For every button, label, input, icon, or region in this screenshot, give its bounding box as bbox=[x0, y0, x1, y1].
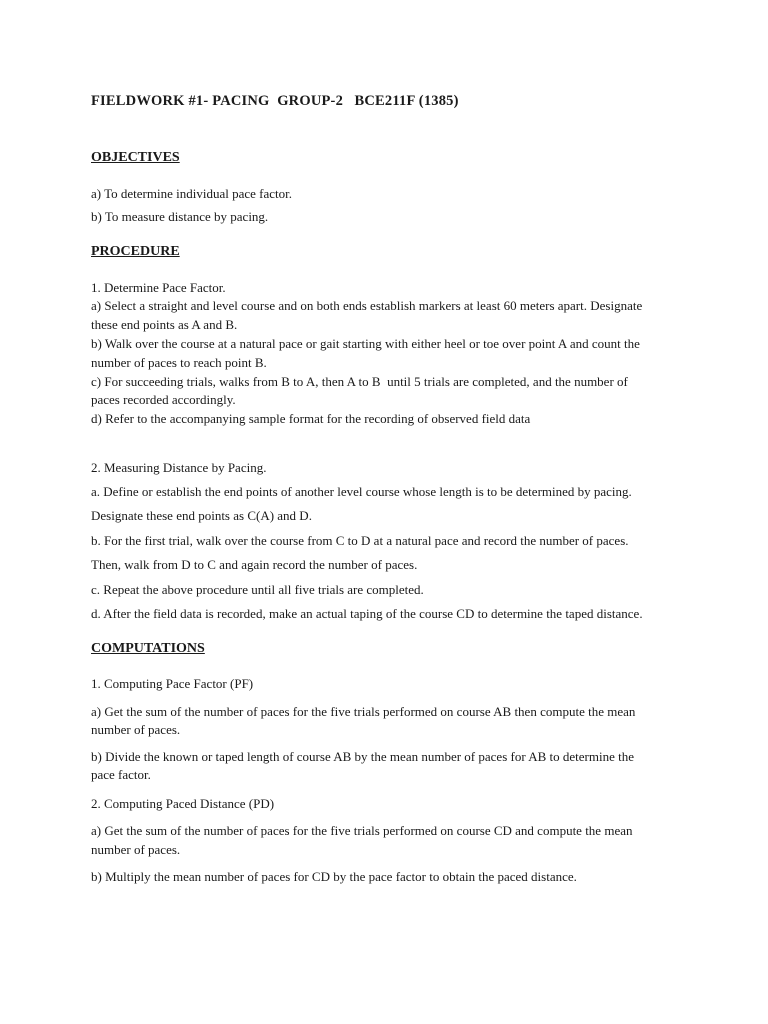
computation-step-line: b) Multiply the mean number of paces for CD by the pace factor to obtain the paced distance. bbox=[91, 869, 577, 884]
computation-step-title: 2. Computing Paced Distance (PD) bbox=[91, 796, 275, 811]
procedure-step-line: Designate these end points as C(A) and D. bbox=[91, 508, 312, 523]
procedure-step-line: b) Walk over the course at a natural pace or gait starting with either heel or toe over point A and count the bbox=[91, 336, 640, 351]
document-title: FIELDWORK #1- PACING GROUP-2 BCE211F (1385) bbox=[91, 93, 459, 109]
procedure-step-line: these end points as A and B. bbox=[91, 317, 238, 332]
computations-heading: COMPUTATIONS bbox=[91, 641, 205, 656]
objective-item: b) To measure distance by pacing. bbox=[91, 209, 269, 224]
procedure-step-line: paces recorded accordingly. bbox=[91, 392, 236, 407]
procedure-step-line: b. For the first trial, walk over the course from C to D at a natural pace and record the number of paces. bbox=[91, 533, 629, 548]
procedure-step-line: a. Define or establish the end points of another level course whose length is to be determined by pacing. bbox=[91, 484, 632, 499]
procedure-step-line: c. Repeat the above procedure until all five trials are completed. bbox=[91, 582, 424, 597]
objectives-heading: OBJECTIVES bbox=[91, 150, 180, 165]
computation-step-line: b) Divide the known or taped length of course AB by the mean number of paces for AB to determine the bbox=[91, 749, 634, 764]
computation-step-line: a) Get the sum of the number of paces for the five trials performed on course CD and compute the mean bbox=[91, 823, 633, 838]
procedure-step-line: d. After the field data is recorded, make an actual taping of the course CD to determine the taped distance. bbox=[91, 606, 643, 621]
computation-step-line: pace factor. bbox=[91, 767, 151, 782]
procedure-heading: PROCEDURE bbox=[91, 244, 180, 259]
computation-step-title: 1. Computing Pace Factor (PF) bbox=[91, 676, 254, 691]
objective-item: a) To determine individual pace factor. bbox=[91, 186, 292, 201]
computation-step-line: a) Get the sum of the number of paces for the five trials performed on course AB then compute the mean bbox=[91, 704, 636, 719]
procedure-step-line: a) Select a straight and level course and on both ends establish markers at least 60 meters apart. Designate bbox=[91, 298, 643, 313]
procedure-step-line: d) Refer to the accompanying sample format for the recording of observed field data bbox=[91, 411, 531, 426]
procedure-step-title: 2. Measuring Distance by Pacing. bbox=[91, 460, 267, 475]
procedure-step-line: c) For succeeding trials, walks from B to A, then A to B until 5 trials are completed, and the number of bbox=[91, 374, 628, 389]
procedure-step-line: Then, walk from D to C and again record the number of paces. bbox=[91, 557, 418, 572]
procedure-step-title: 1. Determine Pace Factor. bbox=[91, 280, 226, 295]
computation-step-line: number of paces. bbox=[91, 842, 181, 857]
computation-step-line: number of paces. bbox=[91, 722, 181, 737]
procedure-step-line: number of paces to reach point B. bbox=[91, 355, 267, 370]
